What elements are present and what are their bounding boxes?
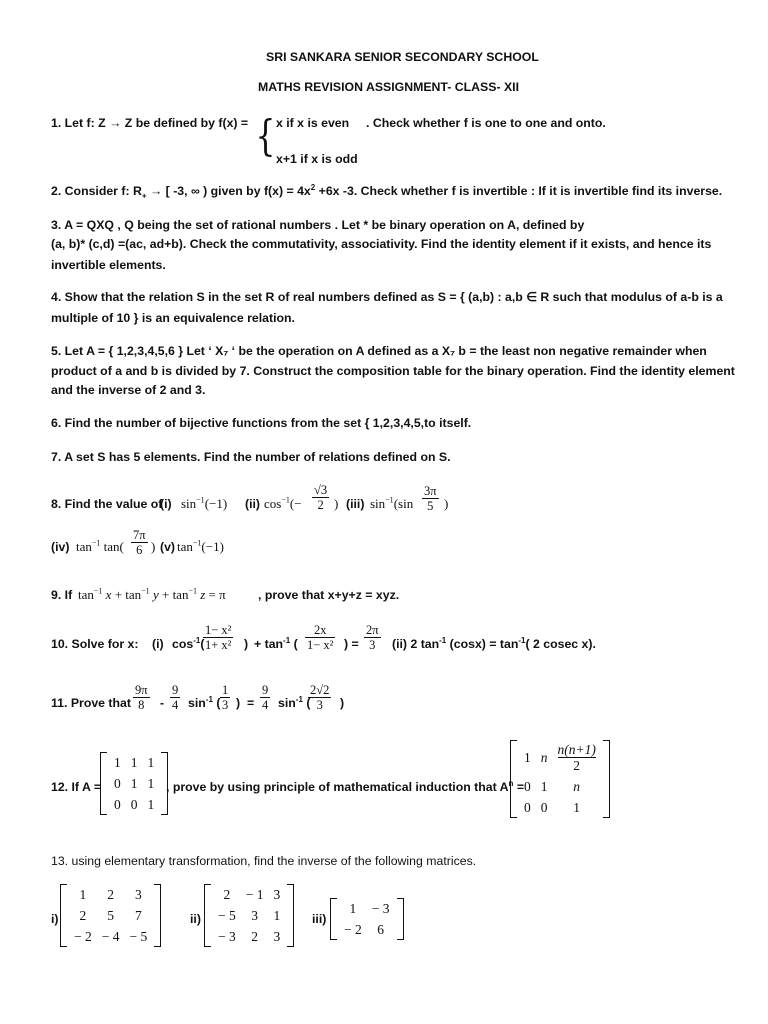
q5-line-3: and the inverse of 2 and 3. xyxy=(51,383,206,397)
q7-text: 7. A set S has 5 elements. Find the number of relations defined on S. xyxy=(51,450,451,464)
matrix-a-power-n: 1 n $\frac{n(n+1)}{2}$ 0 1 n 0 0 1 xyxy=(510,740,610,818)
q8-part-i-label: (i) xyxy=(160,497,172,511)
q10-close-1: ) xyxy=(244,637,249,651)
matrix-ii: 2 − 1 3 − 5 3 1 − 3 2 3 xyxy=(204,884,294,947)
school-name: SRI SANKARA SENIOR SECONDARY SCHOOL xyxy=(266,50,539,64)
left-brace-icon: { xyxy=(255,111,276,160)
q10-fraction-2: $\frac{2x}{\text{1− x²}}$ xyxy=(307,623,334,652)
q8-part-iv-expr: $\tan^{-1} \tan$( xyxy=(76,538,124,554)
q4-line-2: multiple of 10 } is an equivalence relation. xyxy=(51,311,295,325)
q1-question: . Check whether f is one to one and onto. xyxy=(366,116,606,130)
q8-part-iii-label: (iii) xyxy=(346,497,365,511)
q8-lead: 8. Find the value of xyxy=(51,497,163,511)
q9-tail: , prove that x+y+z = xyz. xyxy=(258,588,400,602)
q11-fraction-3: $\frac{1}{3}$ xyxy=(222,683,229,712)
q8-part-iii-expr: $\sin^{-1}(\sin$ xyxy=(370,495,414,511)
q3-line-2: (a, b)* (c,d) =(ac, ad+b). Check the commutativity, associativity. Find the identity element if it exists, and hence its xyxy=(51,237,712,251)
q8-part-iii-close: ) xyxy=(444,496,449,511)
q8-part-v-expr: $\tan^{-1}(-1)$ xyxy=(177,538,224,554)
q10-tan: + $\tan^{-1}$ ( xyxy=(254,635,298,651)
q8-part-ii-label: (ii) xyxy=(245,497,261,511)
q8-part-ii-expr: $\cos^{-1}(-$ xyxy=(264,495,302,511)
q1-case-odd: x+1 if x is odd xyxy=(276,152,358,166)
q11-equals: = xyxy=(247,696,255,710)
q10-fraction-3: $\frac{2\pi}{3}$ xyxy=(366,623,379,652)
q4-line-1: 4. Show that the relation S in the set R of real numbers defined as S = { (a,b) : a,b ∈ R such that modulus of a-b is a xyxy=(51,290,723,304)
q11-fraction-4: $\frac{9}{4}$ xyxy=(262,683,269,712)
q5-line-2: product of a and b is divided by 7. Construct the composition table for the binary operation. Find the identity element xyxy=(51,364,735,378)
q8-part-iii-fraction: $\frac{3\pi}{5}$ xyxy=(424,484,437,513)
q8-part-i-expr: $\sin^{-1}(-1)$ xyxy=(181,495,228,511)
q13-label-ii: ii) xyxy=(190,912,201,926)
q2-text: 2. Consider f: $R_+$ → [ -3, ∞ ) given by $f(x) = 4x^2 +6x$ -3. Check whether f is invertible : If it is invertible find its inverse. xyxy=(51,182,723,201)
q11-sin-2: $\sin^{-1}$ ( xyxy=(278,694,311,710)
q10-cos: $\cos^{-1}$( xyxy=(172,635,205,651)
q8-part-v-label: (v) xyxy=(160,540,176,554)
q11-close: ) xyxy=(236,696,241,710)
q11-lead: 11. Prove that xyxy=(51,696,131,710)
q3-line-1: 3. A = QXQ , Q being the set of rational numbers . Let * be binary operation on A, defined by xyxy=(51,218,585,232)
q12-fraction-cell: $\frac{n(n+1)}{2}$ xyxy=(557,742,596,773)
q8-part-iv-label: (iv) xyxy=(51,540,70,554)
q8-part-ii-fraction: $\frac{√3}{2}$ xyxy=(314,483,328,512)
q9-expression: $\tan^{-1} x + \tan^{-1} y + \tan^{-1} z = \pi$ xyxy=(78,586,226,602)
q5-line-1: 5. Let A = { 1,2,3,4,5,6 } Let ‘ X₇ ‘ be the operation on A defined as a X₇ b = the least non negative remainder when xyxy=(51,344,707,358)
matrix-a: 1 1 1 0 1 1 0 0 1 xyxy=(100,752,168,815)
q13-text: 13. using elementary transformation, find the inverse of the following matrices. xyxy=(51,854,477,868)
q10-equals: ) = xyxy=(344,637,359,651)
matrix-i: 1 2 3 2 5 7 − 2 − 4 − 5 xyxy=(60,884,161,947)
q10-part-i-label: (i) xyxy=(152,637,164,651)
q13-label-i: i) xyxy=(51,912,59,926)
q10-lead: 10. Solve for x: xyxy=(51,637,139,651)
q8-part-ii-close: ) xyxy=(334,496,339,511)
matrix-iii: 1 − 3 − 2 6 xyxy=(330,898,404,940)
q9-lead: 9. If xyxy=(51,588,73,602)
q11-fraction-1: $\frac{9\pi}{8}$ xyxy=(135,683,148,712)
q10-part-ii: (ii) 2 $\tan^{-1} (\cos x) = \tan^{-1}$( 2 cosec x). xyxy=(392,635,596,651)
q11-sin: $\sin^{-1}$ ( xyxy=(188,694,221,710)
assignment-title: MATHS REVISION ASSIGNMENT- CLASS- XII xyxy=(258,80,519,94)
q12-lead: 12. If A = xyxy=(51,780,102,794)
q11-close-2: ) xyxy=(340,696,345,710)
q13-label-iii: iii) xyxy=(312,912,327,926)
q1-case-even: x if x is even xyxy=(276,116,350,130)
q1-lead: 1. Let f: Z → Z be defined by f(x) = xyxy=(51,116,249,130)
q12-statement: , prove by using principle of mathematical induction that $A^n$ = xyxy=(166,778,525,794)
q11-fraction-5: $\frac{2√2}{3}$ xyxy=(310,683,330,712)
q11-minus: - xyxy=(160,696,165,710)
q3-line-3: invertible elements. xyxy=(51,258,166,272)
q11-fraction-2: $\frac{9}{4}$ xyxy=(172,683,179,712)
q6-text: 6. Find the number of bijective functions from the set { 1,2,3,4,5,to itself. xyxy=(51,416,472,430)
q8-part-iv-close: ) xyxy=(151,539,156,554)
q10-fraction-1: $\frac{\text{1− x²}}{\text{1+ x²}}$ xyxy=(205,623,232,652)
q8-part-iv-fraction: $\frac{7\pi}{6}$ xyxy=(133,528,146,557)
